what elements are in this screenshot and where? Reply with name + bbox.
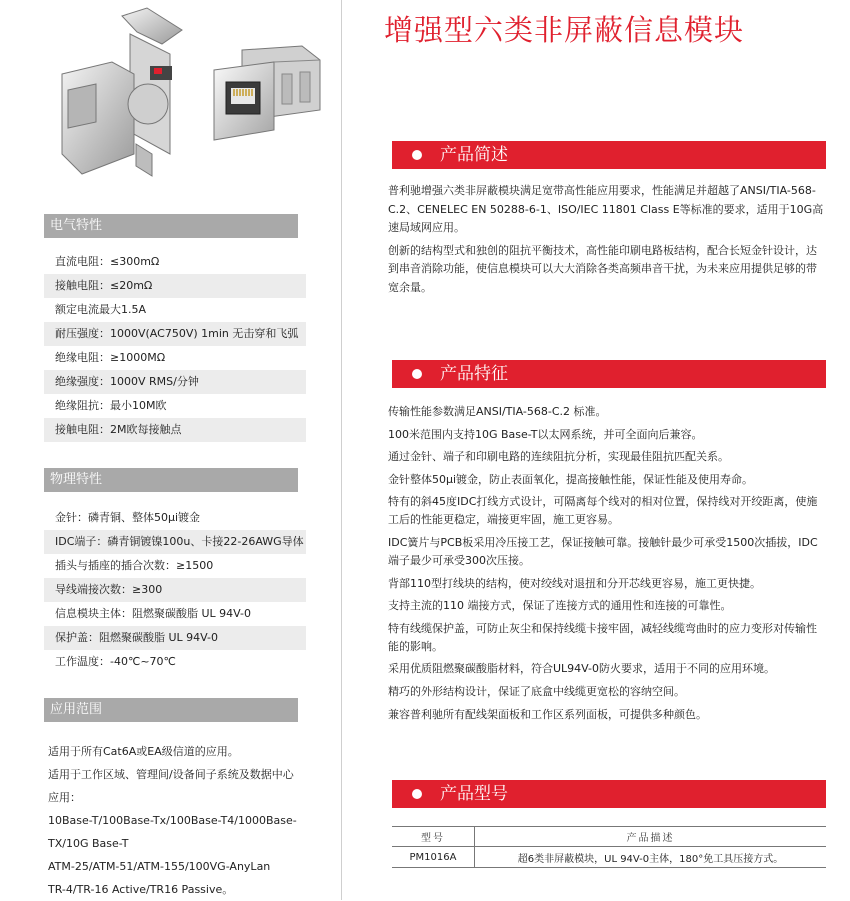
model-cell: PM1016A	[392, 847, 475, 868]
overview-text	[388, 182, 824, 301]
features-section-heading	[392, 360, 826, 388]
table-header-row	[392, 827, 826, 847]
description-cell: 超6类非屏蔽模块，UL 94V-0主体，180°免工具压接方式。	[475, 847, 827, 868]
spec-row: IDC端子：磷青铜镀镍100u、卡接22-26AWG导体	[44, 530, 306, 554]
spec-row: 绝缘阻抗：最小10M欧	[55, 399, 167, 412]
bullet-dot-icon	[412, 150, 422, 160]
models-heading-label: 产品型号	[440, 784, 508, 804]
application-line: TR-4/TR-16 Active/TR16 Passive。	[48, 883, 234, 896]
feature-item: 采用优质阻燃聚碳酸脂材料，符合UL94V-0防火要求，适用于不同的应用环境。	[388, 662, 776, 676]
bullet-dot-icon	[412, 369, 422, 379]
feature-item: 通过金针、端子和印刷电路的连续阻抗分析，实现最佳阻抗匹配关系。	[388, 450, 729, 464]
column-divider	[341, 0, 342, 900]
spec-row: 绝缘强度：1000V RMS/分钟	[44, 370, 306, 394]
spec-row: 接触电阻：≤20mΩ	[44, 274, 306, 298]
application-section-heading: 应用范围	[44, 698, 298, 722]
application-line: ATM-25/ATM-51/ATM-155/100VG-AnyLan	[48, 860, 271, 873]
spec-row: 直流电阻：≤300mΩ	[55, 255, 160, 268]
spec-row: 金针：磷青铜、整体50μi镀金	[55, 511, 201, 524]
module-side-view-image	[52, 4, 202, 184]
feature-item: 100米范围内支持10G Base-T以太网系统，并可全面向后兼容。	[388, 427, 703, 441]
spec-row: 导线端接次数：≥300	[44, 578, 306, 602]
features-list	[388, 403, 824, 728]
application-list	[48, 740, 298, 901]
feature-item: 背部110型打线块的结构，使对绞线对退扭和分开芯线更容易，施工更快捷。	[388, 576, 761, 590]
application-line: 适用于所有Cat6A或EA级信道的应用。	[48, 745, 239, 758]
spec-row: 保护盖：阻燃聚碳酸脂 UL 94V-0	[44, 626, 306, 650]
feature-item: 特有线缆保护盖，可防止灰尘和保持线缆卡接牢固，减轻线缆弯曲时的应力变形对传输性能的影响。	[388, 621, 817, 653]
spec-row: 耐压强度：1000V(AC750V) 1min 无击穿和飞弧	[44, 322, 306, 346]
feature-item: 传输性能参数满足ANSI/TIA-568-C.2 标准。	[388, 405, 607, 418]
page-title: 增强型六类非屏蔽信息模块	[384, 13, 745, 47]
overview-heading-label: 产品简述	[440, 145, 508, 165]
feature-item: IDC簧片与PCB板采用冷压接工艺，保证接触可靠。接触针最少可承受1500次插拔，IDC端子最少可承受300次压接。	[388, 535, 818, 567]
spec-row: 绝缘电阻：≥1000MΩ	[55, 351, 166, 364]
column-header-model: 型号	[392, 827, 475, 847]
models-section-heading	[392, 780, 826, 808]
spec-row: 接触电阻：2M欧每接触点	[44, 418, 306, 442]
spec-row: 插头与插座的插合次数：≥1500	[55, 559, 214, 572]
feature-item: 金针整体50μi镀金，防止表面氧化，提高接触性能，保证性能及使用寿命。	[388, 472, 754, 486]
application-line: 适用于工作区域、管理间/设备间子系统及数据中心应用：	[48, 768, 294, 804]
spec-row: 工作温度：-40℃~70℃	[55, 655, 176, 668]
electrical-spec-list	[44, 250, 306, 442]
feature-item: 精巧的外形结构设计，保证了底盒中线缆更宽松的容纳空间。	[388, 684, 685, 698]
application-line: 10Base-T/100Base-Tx/100Base-T4/1000Base-TX/10G Base-T	[48, 814, 297, 850]
spec-row: 额定电流最大1.5A	[55, 303, 147, 316]
overview-paragraph: 普利驰增强六类非屏蔽模块满足宽带高性能应用要求，性能满足并超越了ANSI/TIA-568-C.2、CENELEC EN 50288-6-1、ISO/IEC 11801 Class E等标准的要求，适用于10G高速局域网应用。	[388, 184, 824, 234]
feature-item: 特有的斜45度IDC打线方式设计，可隔离每个线对的相对位置，保持线对开绞距离，使施工后的性能更稳定，端接更牢固，施工更容易。	[388, 495, 818, 527]
spec-row: 信息模块主体：阻燃聚碳酸脂 UL 94V-0	[55, 607, 252, 620]
electrical-section-heading: 电气特性	[44, 214, 298, 238]
feature-item: 兼容普利驰所有配线架面板和工作区系列面板，可提供多种颜色。	[388, 707, 707, 721]
feature-item: 支持主流的110 端接方式，保证了连接方式的通用性和连接的可靠性。	[388, 599, 732, 613]
column-header-description: 产品描述	[475, 827, 827, 847]
module-front-view-image	[212, 44, 324, 144]
overview-paragraph: 创新的结构型式和独创的阻抗平衡技术，高性能印刷电路板结构，配合长短金针设计，达到串音消除功能，使信息模块可以大大消除各类高频串音干扰，为未来应用提供足够的带宽余量。	[388, 243, 817, 294]
bullet-dot-icon	[412, 789, 422, 799]
models-table	[392, 826, 826, 868]
overview-section-heading	[392, 141, 826, 169]
table-row	[392, 847, 826, 868]
physical-section-heading: 物理特性	[44, 468, 298, 492]
features-heading-label: 产品特征	[440, 364, 508, 384]
physical-spec-list	[44, 506, 306, 674]
